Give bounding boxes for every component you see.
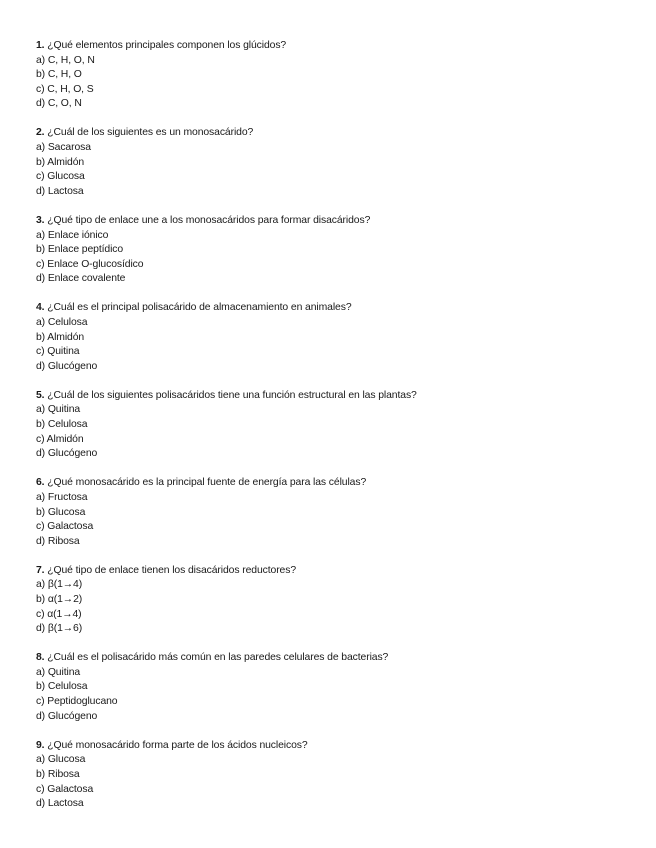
question-9 <box>36 739 636 812</box>
question-line <box>36 214 636 229</box>
question-number: 3. <box>36 214 45 226</box>
option-c: c) Galactosa <box>36 783 94 795</box>
option-b: b) Enlace peptídico <box>36 244 124 256</box>
question-text: ¿Cuál es el polisacárido más común en las paredes celulares de bacterias? <box>47 652 389 664</box>
option-d: d) Glucógeno <box>36 710 98 722</box>
question-line <box>36 476 636 491</box>
option-c: c) α(1→4) <box>36 608 82 620</box>
question-1 <box>36 39 636 112</box>
option-c: c) Almidón <box>36 433 84 445</box>
option-b: b) C, H, O <box>36 69 82 81</box>
option-b: b) Ribosa <box>36 768 80 780</box>
option-a: a) C, H, O, N <box>36 54 95 66</box>
question-number: 2. <box>36 127 45 139</box>
question-line <box>36 301 636 316</box>
option-a: a) Glucosa <box>36 754 86 766</box>
option-b: b) Almidón <box>36 331 85 343</box>
question-6 <box>36 476 636 549</box>
option-a: a) Celulosa <box>36 317 88 328</box>
question-8 <box>36 651 636 724</box>
question-text: ¿Cuál de los siguientes polisacáridos tiene una función estructural en las plantas? <box>47 389 417 401</box>
question-number: 6. <box>36 477 45 489</box>
option-a: a) Enlace iónico <box>36 229 109 241</box>
option-c: c) Enlace O-glucosídico <box>36 258 144 270</box>
option-c: c) Quitina <box>36 346 80 358</box>
question-number: 7. <box>36 564 45 576</box>
option-d: d) Glucógeno <box>36 448 98 460</box>
question-line <box>36 564 636 579</box>
question-number: 8. <box>36 652 45 664</box>
question-text: ¿Qué tipo de enlace une a los monosacáridos para formar disacáridos? <box>47 214 371 226</box>
question-line <box>36 126 636 141</box>
question-number: 1. <box>36 40 45 51</box>
option-a: a) Quitina <box>36 404 81 416</box>
question-text: ¿Cuál es el principal polisacárido de almacenamiento en animales? <box>47 302 352 314</box>
question-line <box>36 39 636 54</box>
question-number: 5. <box>36 389 45 401</box>
option-d: d) Lactosa <box>36 798 84 810</box>
option-d: d) Enlace covalente <box>36 273 126 285</box>
question-number: 4. <box>36 302 45 314</box>
question-4 <box>36 301 636 374</box>
option-a: a) Sacarosa <box>36 142 91 154</box>
question-number: 9. <box>36 739 45 751</box>
option-b: b) Celulosa <box>36 419 88 431</box>
option-a: a) Quitina <box>36 666 81 678</box>
option-d: d) Ribosa <box>36 535 80 547</box>
question-5 <box>36 389 636 462</box>
question-3 <box>36 214 636 287</box>
option-c: c) Peptidoglucano <box>36 696 118 708</box>
option-b: b) Almidón <box>36 156 85 168</box>
question-text: ¿Qué monosacárido es la principal fuente de energía para las células? <box>47 477 367 489</box>
question-text: ¿Cuál de los siguientes es un monosacárido? <box>47 127 254 139</box>
question-line <box>36 651 636 666</box>
question-text: ¿Qué elementos principales componen los glúcidos? <box>47 40 287 51</box>
option-d: d) Glucógeno <box>36 360 98 372</box>
option-b: b) α(1→2) <box>36 594 83 605</box>
option-b: b) Celulosa <box>36 681 88 693</box>
question-line <box>36 739 636 754</box>
question-text: ¿Qué tipo de enlace tienen los disacáridos reductores? <box>47 564 297 576</box>
question-7 <box>36 564 636 637</box>
question-line <box>36 389 636 404</box>
option-d: d) C, O, N <box>36 98 82 110</box>
option-a: a) Fructosa <box>36 491 88 503</box>
option-c: c) C, H, O, S <box>36 83 94 95</box>
option-c: c) Galactosa <box>36 521 94 533</box>
option-c: c) Glucosa <box>36 171 85 183</box>
option-a: a) β(1→4) <box>36 579 83 591</box>
option-d: d) Lactosa <box>36 185 84 197</box>
quiz-document <box>36 39 636 826</box>
question-text: ¿Qué monosacárido forma parte de los ácidos nucleicos? <box>47 739 308 751</box>
option-d: d) β(1→6) <box>36 623 83 635</box>
question-2 <box>36 126 636 199</box>
option-b: b) Glucosa <box>36 506 86 518</box>
